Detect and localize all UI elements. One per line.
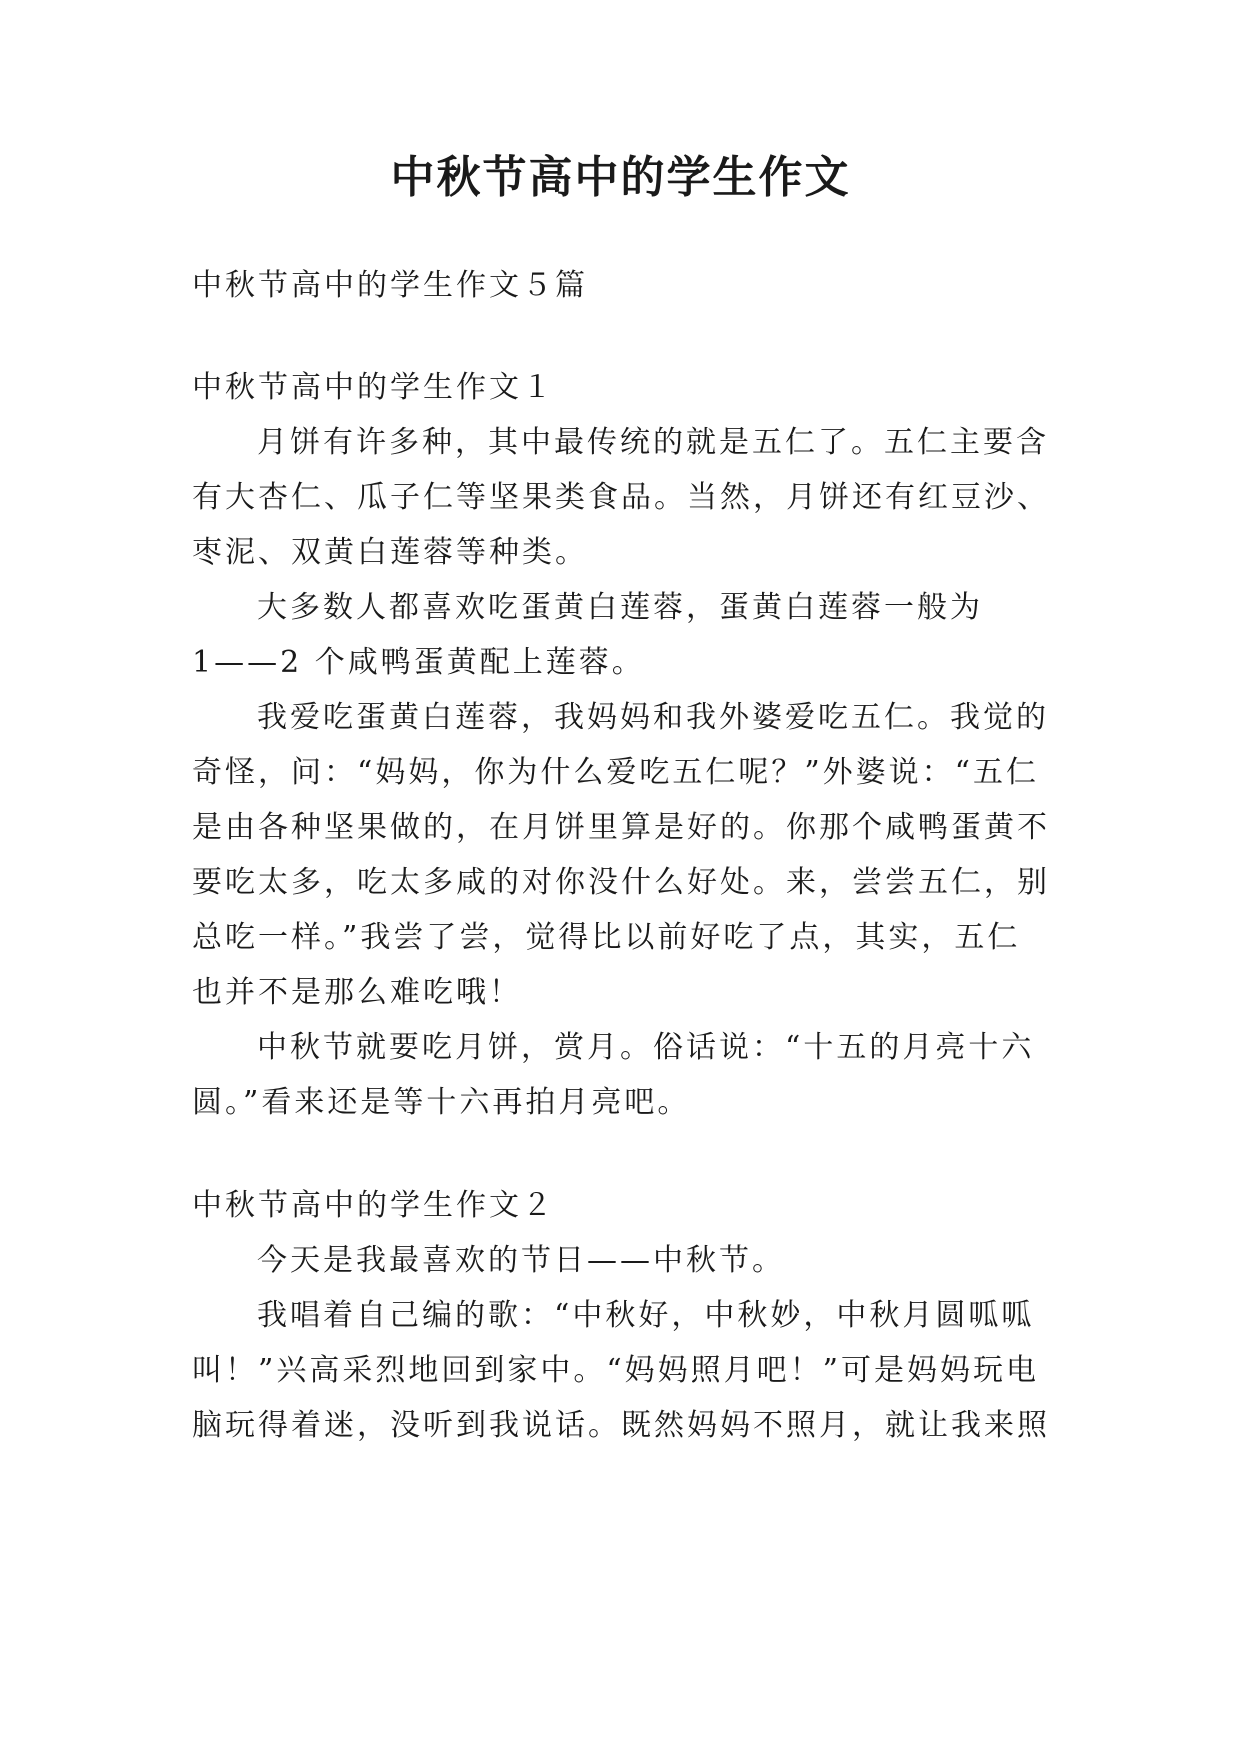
essay-1-line: 有大杏仁、瓜子仁等坚果类食品。当然，月饼还有红豆沙、	[192, 480, 1050, 515]
essay-1-line: 总吃一样。”我尝了尝，觉得比以前好吃了点，其实，五仁	[192, 920, 1021, 955]
essay-1-line: 中秋节就要吃月饼，赏月。俗话说：“十五的月亮十六	[257, 1030, 1035, 1065]
document-title: 中秋节高中的学生作文	[390, 152, 851, 203]
essay-2-line: 叫！”兴高采烈地回到家中。“妈妈照月吧！”可是妈妈玩电	[192, 1353, 1040, 1388]
essay-1-line: 圆。”看来还是等十六再拍月亮吧。	[192, 1085, 691, 1120]
essay-1-line: 1——2 个咸鸭蛋黄配上莲蓉。	[192, 645, 645, 680]
document-subtitle: 中秋节高中的学生作文５篇	[192, 268, 588, 303]
essay-1-line: 大多数人都喜欢吃蛋黄白莲蓉，蛋黄白莲蓉一般为	[257, 590, 983, 625]
essay-2-line: 脑玩得着迷，没听到我说话。既然妈妈不照月，就让我来照	[192, 1408, 1050, 1443]
essay-1-line: 要吃太多，吃太多咸的对你没什么好处。来，尝尝五仁，别	[192, 865, 1050, 900]
essay-1-line: 枣泥、双黄白莲蓉等种类。	[192, 535, 588, 570]
essay-2-line: 今天是我最喜欢的节日——中秋节。	[257, 1243, 785, 1278]
essay-2-heading: 中秋节高中的学生作文２	[192, 1188, 555, 1223]
essay-1-line: 也并不是那么难吃哦！	[192, 975, 522, 1010]
essay-1-line: 是由各种坚果做的，在月饼里算是好的。你那个咸鸭蛋黄不	[192, 810, 1050, 845]
essay-1-line: 奇怪，问：“妈妈，你为什么爱吃五仁呢？”外婆说：“五仁	[192, 755, 1040, 790]
essay-2-line: 我唱着自己编的歌：“中秋好，中秋妙，中秋月圆呱呱	[257, 1298, 1035, 1333]
essay-1-line: 我爱吃蛋黄白莲蓉，我妈妈和我外婆爱吃五仁。我觉的	[257, 700, 1049, 735]
essay-1-line: 月饼有许多种，其中最传统的就是五仁了。五仁主要含	[257, 425, 1049, 460]
essay-1-heading: 中秋节高中的学生作文１	[192, 370, 555, 405]
